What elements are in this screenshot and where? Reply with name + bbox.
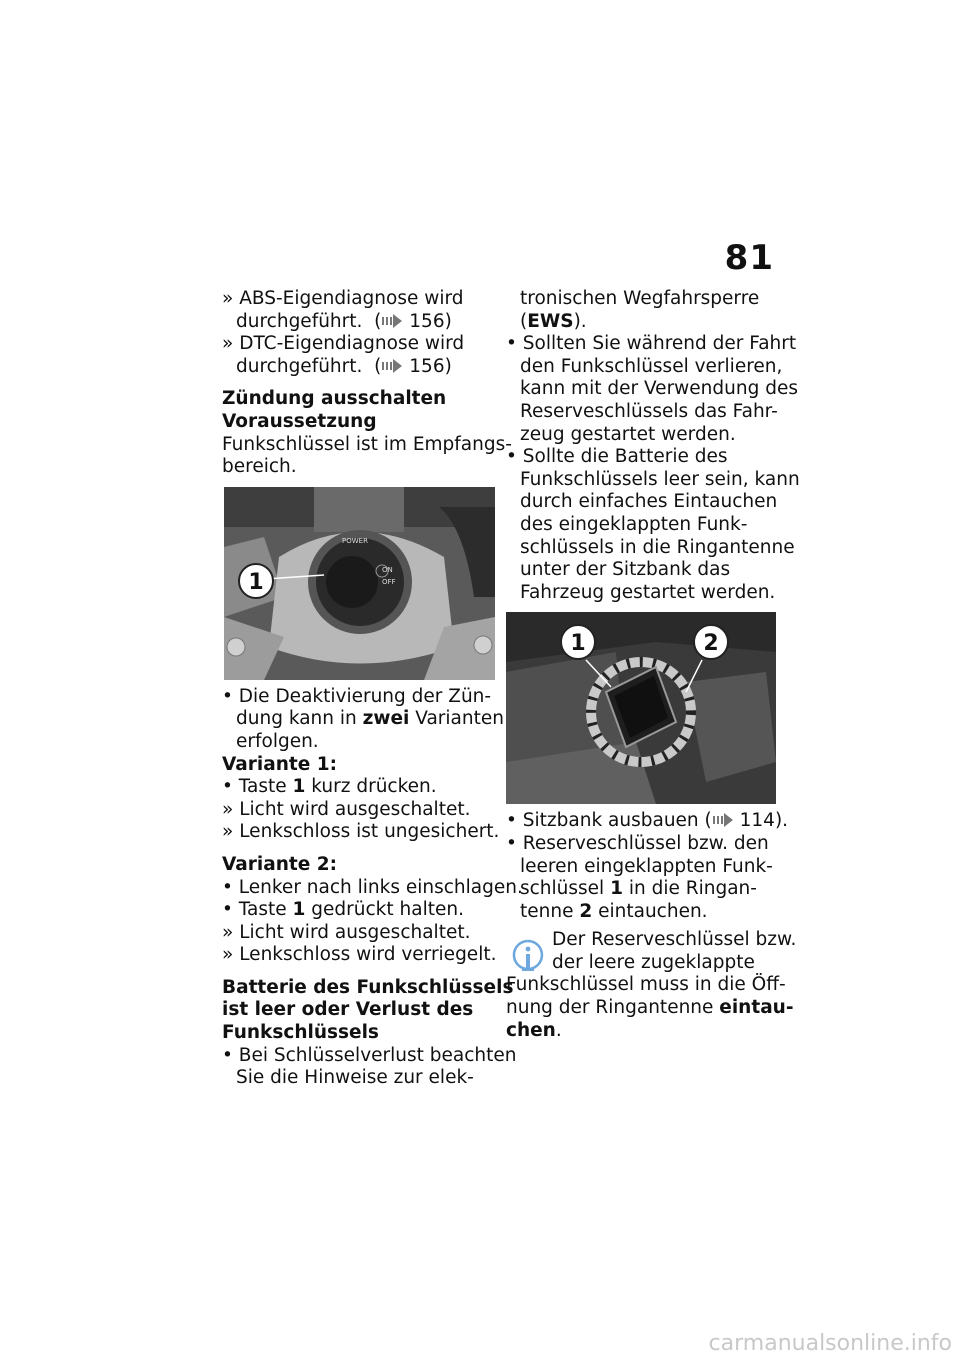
step-item: tenne 2 eintauchen. xyxy=(520,900,708,922)
off-label: OFF xyxy=(382,577,396,586)
ignition-switch-photo xyxy=(224,487,495,680)
section-heading: Batterie des Funkschlüssels xyxy=(222,976,514,998)
arrow-ref-icon xyxy=(381,314,403,328)
note-text: Funkschlüssel muss in die Öff- xyxy=(506,974,786,996)
bullet-item: zeug gestartet werden. xyxy=(520,423,736,445)
bullet-item: durch einfaches Eintauchen xyxy=(520,491,778,513)
bullet-item: • Bei Schlüsselverlust beachten xyxy=(222,1044,517,1066)
power-label: POWER xyxy=(342,536,368,545)
step-item: • Taste 1 kurz drücken. xyxy=(222,776,437,798)
bullet-item: Fahrzeug gestartet werden. xyxy=(520,581,776,603)
body-text: bereich. xyxy=(222,456,297,478)
page-ref[interactable]: 156) xyxy=(409,310,452,332)
bullet-item: • Die Deaktivierung der Zün- xyxy=(222,685,492,707)
watermark: carmanualsonline.info xyxy=(708,1331,952,1356)
step-item: schlüssel 1 in die Ringan- xyxy=(520,878,757,900)
result-line: durchgeführt. ( 156) xyxy=(236,355,452,377)
result-line: » Licht wird ausgeschaltet. xyxy=(222,798,471,820)
body-text: (EWS). xyxy=(520,310,587,332)
bullet-item: den Funkschlüssel verlieren, xyxy=(520,355,783,377)
result-line: » Lenkschloss wird verriegelt. xyxy=(222,944,497,966)
bullet-item: • Sollte die Batterie des xyxy=(506,446,728,468)
step-item: leeren eingeklappten Funk- xyxy=(520,855,773,877)
result-line: » Licht wird ausgeschaltet. xyxy=(222,921,471,943)
section-heading: ist leer oder Verlust des xyxy=(222,999,474,1021)
info-note xyxy=(506,929,797,1042)
result-line: » ABS-Eigendiagnose wird xyxy=(222,288,464,309)
step-item: • Reserveschlüssel bzw. den xyxy=(506,832,769,854)
body-text: tronischen Wegfahrsperre xyxy=(520,288,760,309)
result-line: » DTC-Eigendiagnose wird xyxy=(222,333,465,355)
result-line: » Lenkschloss ist ungesichert. xyxy=(222,821,500,843)
bullet-item: schlüssels in die Ringantenne xyxy=(520,536,795,558)
bullet-item: unter der Sitzbank das xyxy=(520,559,731,581)
bullet-item: Sie die Hinweise zur elek- xyxy=(236,1067,474,1089)
note-text: der leere zugeklappte xyxy=(552,951,755,973)
subheading: Voraussetzung xyxy=(222,410,377,432)
info-icon xyxy=(510,939,546,979)
callout-label-1: 1 xyxy=(570,631,586,657)
step-item: • Lenker nach links einschlagen. xyxy=(222,876,523,898)
bullet-item: Funkschlüssels leer sein, kann xyxy=(520,468,800,490)
arrow-ref-icon xyxy=(381,359,403,373)
variant-heading: Variante 1: xyxy=(222,753,338,775)
left-column xyxy=(222,288,523,1090)
bullet-item: Reserveschlüssels das Fahr- xyxy=(520,400,778,422)
bullet-item: kann mit der Verwendung des xyxy=(520,378,798,400)
body-text: Funkschlüssel ist im Empfangs- xyxy=(222,433,512,455)
note-text: Der Reserveschlüssel bzw. xyxy=(552,929,797,951)
right-column xyxy=(506,288,800,1042)
page-number: 81 xyxy=(724,238,774,278)
note-text: chen. xyxy=(506,1019,562,1041)
section-heading: Funkschlüssels xyxy=(222,1022,379,1044)
callout-label-2: 2 xyxy=(703,631,719,657)
bullet-item: dung kann in zwei Varianten xyxy=(236,708,504,730)
page-ref[interactable]: 156) xyxy=(409,355,452,377)
variant-heading: Variante 2: xyxy=(222,853,338,875)
bullet-item: erfolgen. xyxy=(236,730,319,752)
step-item: • Taste 1 gedrückt halten. xyxy=(222,899,464,921)
page-ref[interactable]: 114). xyxy=(739,810,789,832)
bullet-item: • Sollten Sie während der Fahrt xyxy=(506,333,797,355)
note-text: nung der Ringantenne eintau- xyxy=(506,997,794,1019)
on-label: ON xyxy=(382,565,393,574)
section-heading: Zündung ausschalten xyxy=(222,388,447,410)
callout-label: 1 xyxy=(248,569,264,595)
arrow-ref-icon xyxy=(712,813,734,827)
ring-antenna-photo xyxy=(506,612,776,804)
bullet-item: des eingeklappten Funk- xyxy=(520,513,748,535)
step-item: • Sitzbank ausbauen ( 114). xyxy=(506,810,789,832)
result-line: durchgeführt. ( 156) xyxy=(236,310,452,332)
